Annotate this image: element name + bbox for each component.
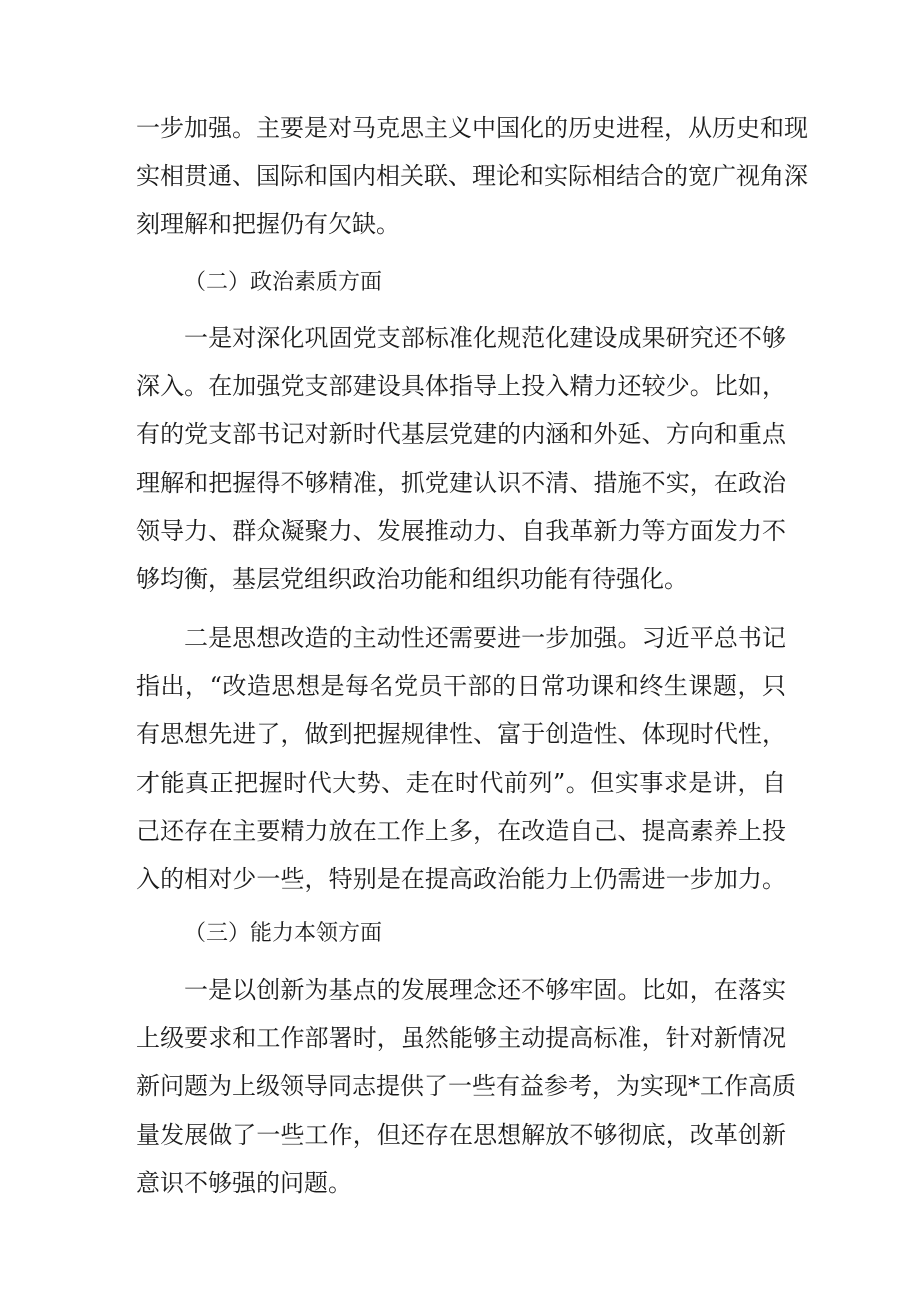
text-line: 够均衡，基层党组织政治功能和组织功能有待强化。	[136, 565, 688, 593]
text-line: 指出，“改造思想是每名党员干部的日常功课和终生课题，只	[136, 672, 786, 700]
text-line: 二是思想改造的主动性还需要进一步加强。习近平总书记	[184, 624, 786, 652]
text-line: 新问题为上级领导同志提供了一些有益参考，为实现*工作高质	[136, 1072, 796, 1100]
text-line: 己还存在主要精力放在工作上多，在改造自己、提高素养上投	[136, 817, 786, 845]
text-line: 意识不够强的问题。	[136, 1169, 352, 1197]
text-line: 一是对深化巩固党支部标准化规范化建设成果研究还不够	[184, 324, 786, 352]
text-line: 一步加强。主要是对马克思主义中国化的历史进程，从历史和现	[136, 114, 808, 142]
section-heading-ability: （三）能力本领方面	[184, 921, 383, 946]
text-line: 领导力、群众凝聚力、发展推动力、自我革新力等方面发力不	[136, 517, 786, 545]
text-line: 有思想先进了，做到把握规律性、富于创造性、体现时代性，	[136, 720, 786, 748]
text-line: 量发展做了一些工作，但还存在思想解放不够彻底，改革创新	[136, 1121, 786, 1149]
text-line: 理解和把握得不够精准，抓党建认识不清、措施不实，在政治	[136, 469, 786, 497]
section-heading-political-quality: （二）政治素质方面	[184, 270, 383, 295]
text-line: 一是以创新为基点的发展理念还不够牢固。比如，在落实	[184, 976, 786, 1004]
text-line: 上级要求和工作部署时，虽然能够主动提高标准，针对新情况	[136, 1024, 786, 1052]
text-line: 入的相对少一些，特别是在提高政治能力上仍需进一步加力。	[136, 865, 786, 893]
text-line: 深入。在加强党支部建设具体指导上投入精力还较少。比如，	[136, 372, 786, 400]
text-line: 才能真正把握时代大势、走在时代前列”。但实事求是讲，自	[136, 769, 786, 797]
text-line: 实相贯通、国际和国内相关联、理论和实际相结合的宽广视角深	[136, 162, 808, 190]
text-line: 刻理解和把握仍有欠缺。	[136, 210, 400, 238]
text-line: 有的党支部书记对新时代基层党建的内涵和外延、方向和重点	[136, 420, 786, 448]
